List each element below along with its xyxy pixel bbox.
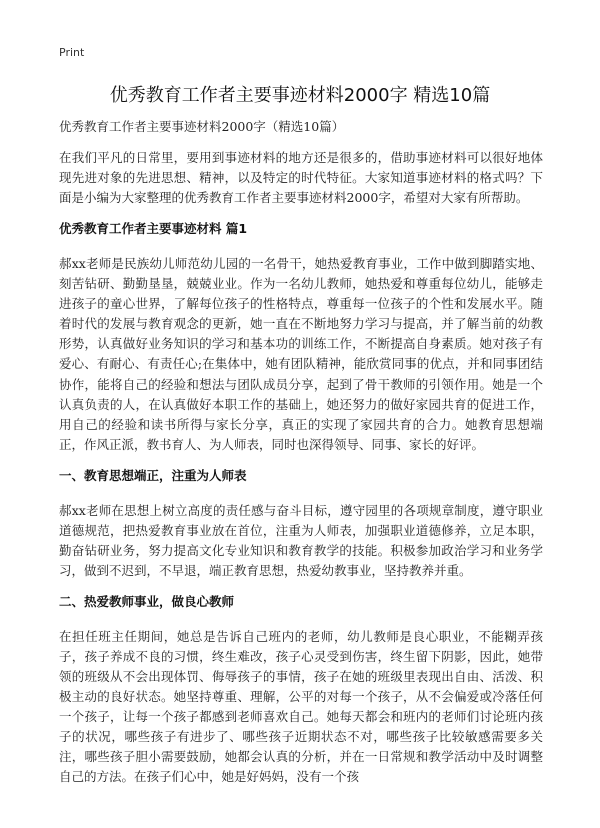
section-heading-2: 一、教育思想端正，注重为人师表 bbox=[59, 467, 247, 483]
section-heading-3: 二、热爱教师事业，做良心教师 bbox=[59, 593, 235, 609]
document-body bbox=[59, 118, 543, 799]
section-paragraph-2: 郝xx老师在思想上树立高度的责任感与奋斗目标，遵守园里的各项规章制度，遵守职业道德规范，把热爱教育事业放在首位，注重为人师表，加强职业道德修养，立足本职，勤奋钻研业务，努力提高文化专业知识和教育教学的技能。积极参加政治学习和业务学习，做到不迟到，不早退，端正教育思想，热爱幼教事业，坚持教养并重。 bbox=[59, 502, 543, 578]
intro-paragraph: 在我们平凡的日常里，要用到事迹材料的地方还是很多的，借助事迹材料可以很好地体现先进对象的先进思想、精神，以及特定的时代特征。大家知道事迹材料的格式吗？下面是小编为大家整理的优秀教育工作者主要事迹材料2000字，希望对大家有所帮助。 bbox=[59, 150, 543, 205]
section-heading-1: 优秀教育工作者主要事迹材料 篇1 bbox=[59, 221, 248, 236]
document-subtitle: 优秀教育工作者主要事迹材料2000字（精选10篇） bbox=[59, 119, 345, 134]
section-paragraph-1: 郝xx老师是民族幼儿师范幼儿园的一名骨干，她热爱教育事业，工作中做到脚踏实地、刻苦钻研、勤勤垦垦，兢兢业业。作为一名幼儿教师，她热爱和尊重每位幼儿，能够走进孩子的童心世界，了解每位孩子的性格特点，尊重每一位孩子的个性和发展水平。随着时代的发展与教育观念的更新，她一直在不断地努力学习与提高，并了解当前的幼教形势，认真做好业务知识的学习和基本功的训练工作，不断提高自身素质。她对孩子有爱心、有耐心、有责任心;在集体中，她有团队精神，能欣赏同事的优点，并和同事团结协作，能将自己的经验和想法与团队成员分享，起到了骨干教师的引领作用。她是一个认真负责的人，在认真做好本职工作的基础上，她还努力的做好家园共育的促进工作，用自己的经验和读书所得与家长分享，真正的实现了家园共育的合力。她教育思想端正，作风正派，教书育人、为人师表，同时也深得领导、同事、家长的好评。 bbox=[59, 256, 543, 452]
section-paragraph-3: 在担任班主任期间，她总是告诉自己班内的老师，幼儿教师是良心职业，不能糊弄孩子，孩子养成不良的习惯，终生难改，孩子心灵受到伤害，终生留下阴影，因此，她带领的班级从不会出现体罚、侮辱孩子的事情，孩子在她的班级里表现出自由、活泼、积极主动的良好状态。她坚持尊重、理解，公平的对每一个孩子，从不会偏爱或冷落任何一个孩子，让每一个孩子都感到老师喜欢自己。她每天都会和班内的老师们讨论班内孩子的状况，哪些孩子有进步了、哪些孩子近期状态不对，哪些孩子比较敏感需要多关注，哪些孩子胆小需要鼓励，她都会认真的分析，并在一日常规和教学活动中及时调整自己的方法。在孩子们心中，她是好妈妈，没有一个孩 bbox=[59, 628, 543, 784]
document-title: 优秀教育工作者主要事迹材料2000字 精选10篇 bbox=[109, 85, 491, 106]
print-label[interactable]: Print bbox=[59, 46, 85, 59]
